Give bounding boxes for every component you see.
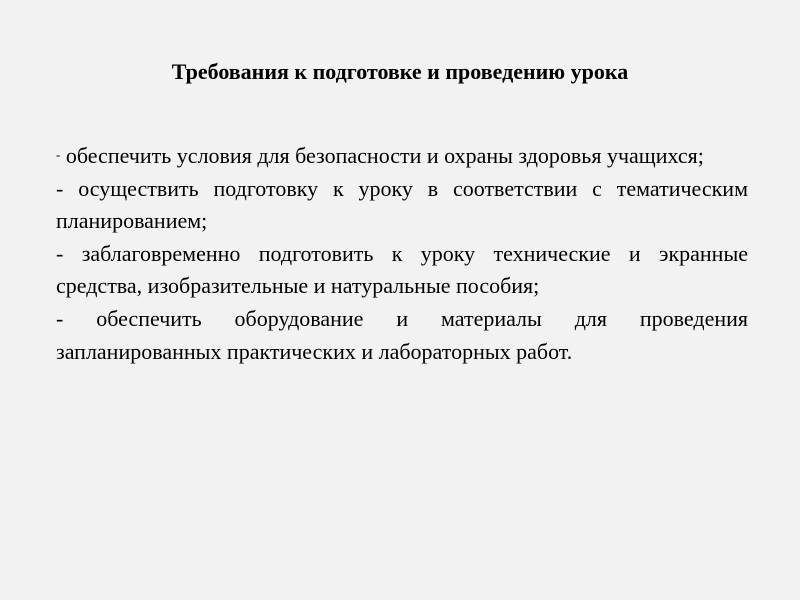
list-item	[56, 238, 748, 303]
list-item-marker: -	[56, 147, 61, 162]
list-item-text: обеспечить оборудование и материалы для проведения запланированных практических и лабораторных работ.	[56, 305, 749, 364]
list-item-text: осуществить подготовку к уроку в соответствии с тематическим планированием;	[56, 175, 749, 234]
list-item-text: обеспечить условия для безопасности и охраны здоровья учащихся;	[65, 143, 704, 168]
list-item-marker: -	[56, 240, 64, 266]
list-item	[56, 303, 748, 368]
list-item	[56, 139, 748, 173]
list-item-marker: -	[56, 175, 64, 201]
list-item-marker: -	[56, 305, 64, 331]
list-item	[56, 173, 748, 238]
requirements-list	[56, 139, 748, 368]
list-item-text: заблаговременно подготовить к уроку технические и экранные средства, изобразительные и натуральные пособия;	[56, 240, 749, 299]
slide-title: Требования к подготовке и проведению урока	[171, 59, 629, 84]
